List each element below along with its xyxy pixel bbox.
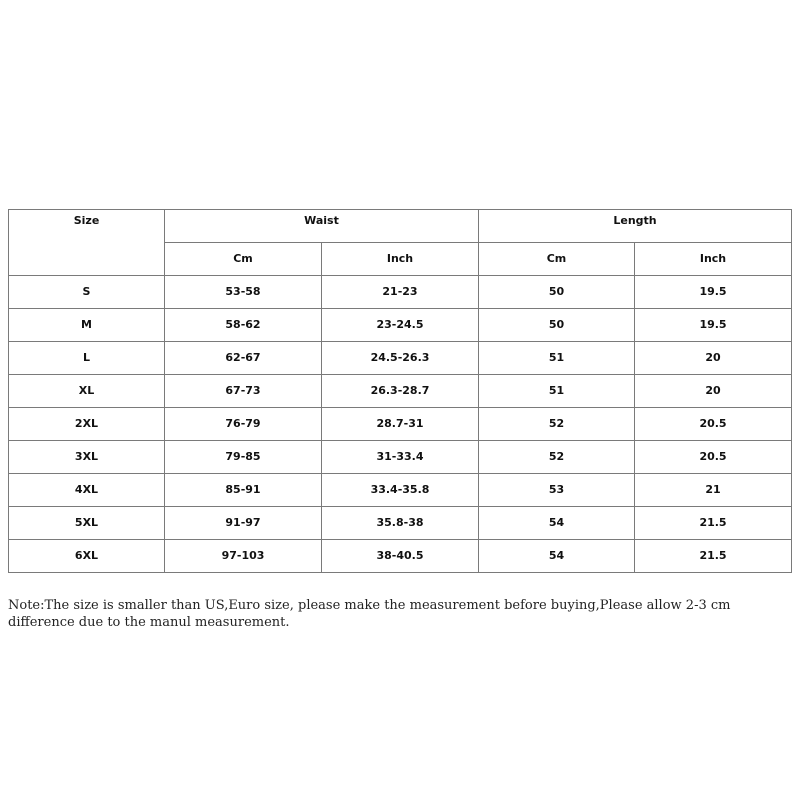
length-cm-header: Cm [479, 243, 635, 276]
length-inch-cell: 19.5 [635, 276, 792, 309]
table-row [9, 375, 792, 408]
length-cm-cell: 54 [479, 540, 635, 573]
length-cm-cell: 50 [479, 276, 635, 309]
table-row [9, 276, 792, 309]
length-inch-cell: 21.5 [635, 540, 792, 573]
table-row [9, 309, 792, 342]
size-cell: S [9, 276, 165, 309]
table-row [9, 408, 792, 441]
length-inch-cell: 20 [635, 375, 792, 408]
length-cm-cell: 52 [479, 408, 635, 441]
size-cell: 6XL [9, 540, 165, 573]
waist-cm-cell: 97-103 [165, 540, 322, 573]
waist-inch-cell: 21-23 [322, 276, 479, 309]
length-inch-cell: 21.5 [635, 507, 792, 540]
waist-cm-cell: 58-62 [165, 309, 322, 342]
size-column-header: Size [9, 210, 165, 276]
length-cm-cell: 51 [479, 342, 635, 375]
waist-cm-cell: 67-73 [165, 375, 322, 408]
table-row [9, 540, 792, 573]
waist-inch-cell: 24.5-26.3 [322, 342, 479, 375]
size-cell: M [9, 309, 165, 342]
waist-inch-cell: 28.7-31 [322, 408, 479, 441]
table-header-row [9, 210, 792, 243]
waist-cm-cell: 85-91 [165, 474, 322, 507]
size-cell: 5XL [9, 507, 165, 540]
length-inch-cell: 19.5 [635, 309, 792, 342]
size-chart-table [8, 209, 792, 573]
length-inch-cell: 20.5 [635, 441, 792, 474]
waist-cm-cell: 91-97 [165, 507, 322, 540]
length-cm-cell: 53 [479, 474, 635, 507]
waist-inch-cell: 38-40.5 [322, 540, 479, 573]
waist-inch-cell: 26.3-28.7 [322, 375, 479, 408]
waist-cm-cell: 76-79 [165, 408, 322, 441]
waist-cm-header: Cm [165, 243, 322, 276]
length-group-header: Length [479, 210, 792, 243]
table-row [9, 441, 792, 474]
length-inch-cell: 20 [635, 342, 792, 375]
size-cell: XL [9, 375, 165, 408]
size-cell: 4XL [9, 474, 165, 507]
length-inch-cell: 21 [635, 474, 792, 507]
length-inch-cell: 20.5 [635, 408, 792, 441]
waist-cm-cell: 79-85 [165, 441, 322, 474]
waist-inch-cell: 23-24.5 [322, 309, 479, 342]
waist-inch-header: Inch [322, 243, 479, 276]
measurement-note: Note:The size is smaller than US,Euro size, please make the measurement before buying,Please allow 2-3 cm difference due to the manul measurement. [8, 598, 731, 630]
waist-inch-cell: 31-33.4 [322, 441, 479, 474]
table-row [9, 342, 792, 375]
size-cell: 3XL [9, 441, 165, 474]
waist-cm-cell: 53-58 [165, 276, 322, 309]
waist-cm-cell: 62-67 [165, 342, 322, 375]
table-row [9, 507, 792, 540]
length-cm-cell: 52 [479, 441, 635, 474]
table-row [9, 474, 792, 507]
waist-inch-cell: 35.8-38 [322, 507, 479, 540]
length-inch-header: Inch [635, 243, 792, 276]
length-cm-cell: 51 [479, 375, 635, 408]
size-cell: 2XL [9, 408, 165, 441]
length-cm-cell: 54 [479, 507, 635, 540]
waist-inch-cell: 33.4-35.8 [322, 474, 479, 507]
length-cm-cell: 50 [479, 309, 635, 342]
waist-group-header: Waist [165, 210, 479, 243]
size-cell: L [9, 342, 165, 375]
